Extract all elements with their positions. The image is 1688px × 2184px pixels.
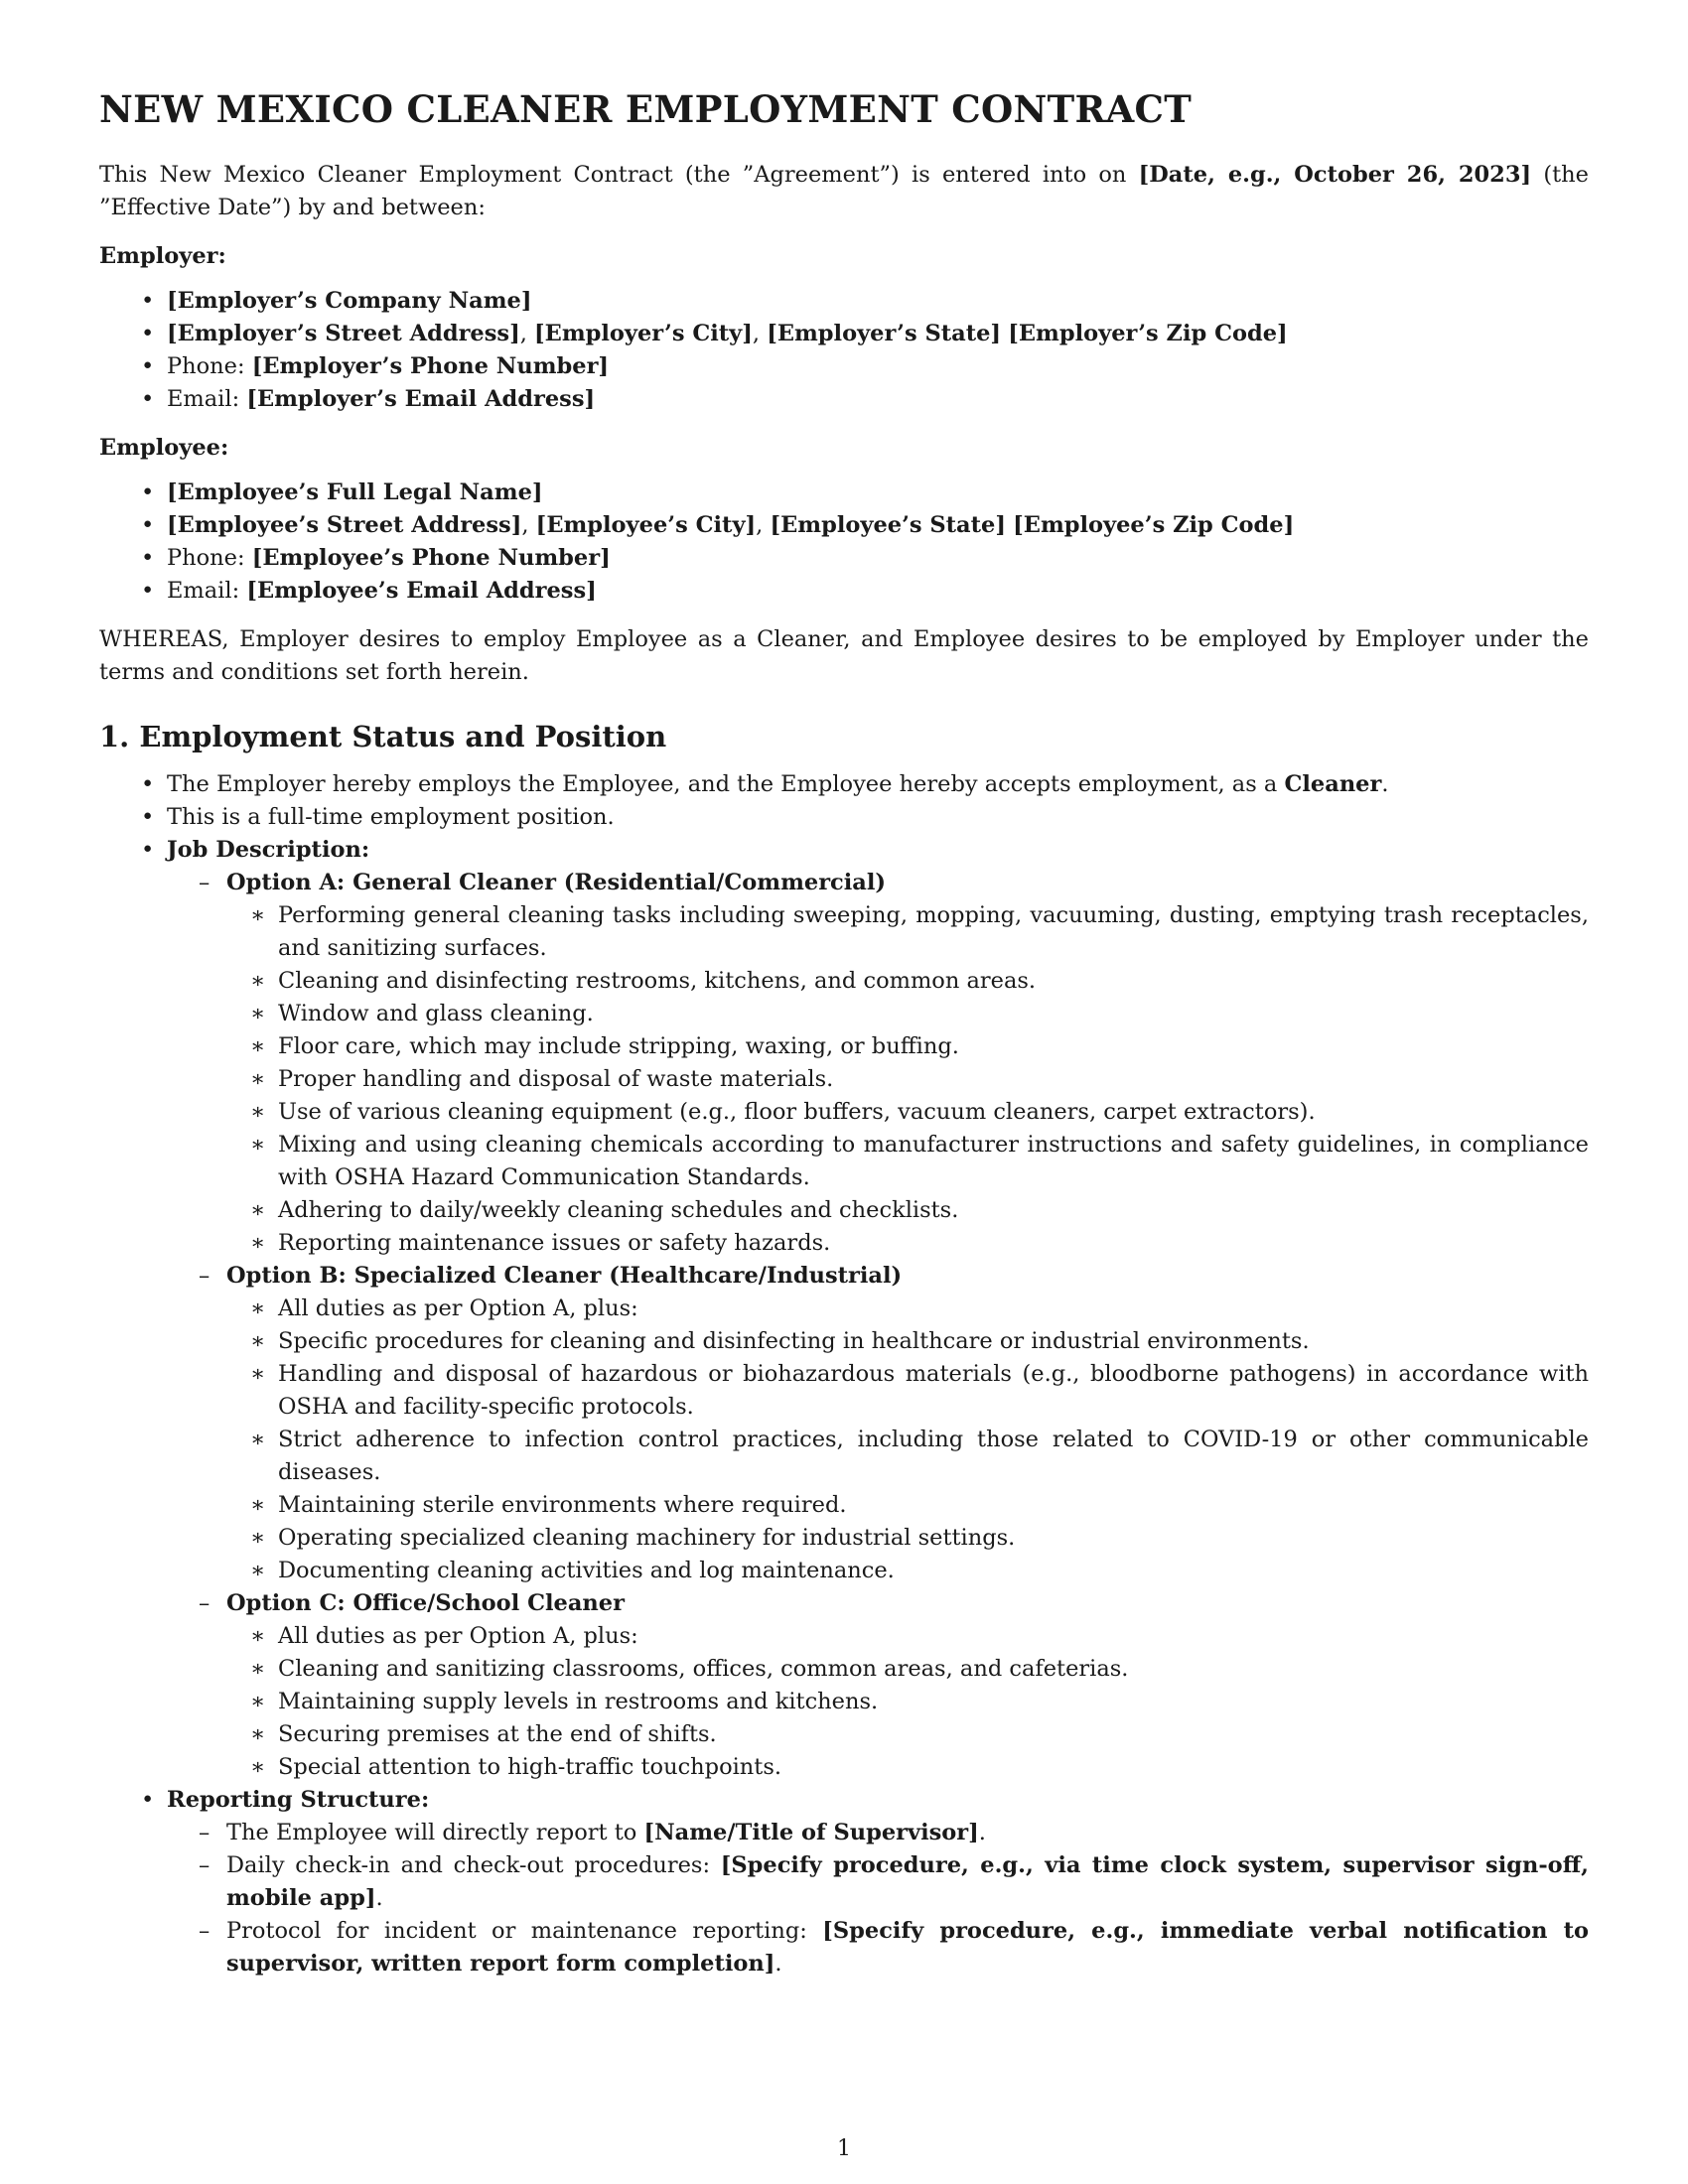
list-item [99, 383, 1589, 416]
option-title: Option C: Office/School Cleaner [226, 1590, 625, 1616]
phone-label: Phone: [167, 545, 252, 571]
reporting-structure-item [99, 1784, 1589, 1980]
option-b [167, 1260, 1589, 1587]
list-item: • [Employee’s Street Address], [Employee’s City], [Employee’s State] [Employee’s Zip Code] [99, 509, 1589, 542]
list-item: ∗ Floor care, which may include stripping, waxing, or buffing. [226, 1030, 1589, 1063]
list-item: ∗ Mixing and using cleaning chemicals according to manufacturer instructions and safety guidelines, in compliance with OSHA Hazard Communication Standards. [226, 1129, 1589, 1194]
checkin-procedure-field: [Specify procedure, e.g., via time clock system, supervisor sign-off, mobile app] [226, 1852, 1589, 1911]
list-item: ∗ Operating specialized cleaning machinery for industrial settings. [226, 1522, 1589, 1555]
list-item: ∗ Adhering to daily/weekly cleaning schedules and checklists. [226, 1194, 1589, 1227]
job-options-list [167, 867, 1589, 1784]
list-item: • The Employer hereby employs the Employee, and the Employee hereby accepts employment, as a Cleaner. [99, 768, 1589, 801]
option-b-duties [226, 1293, 1589, 1587]
intro-text: This New Mexico Cleaner Employment Contract (the ”Agreement”) is entered into on [99, 162, 1139, 188]
list-item: ∗ All duties as per Option A, plus: [226, 1293, 1589, 1325]
intro-paragraph [99, 159, 1589, 224]
employee-email-field: [Employee’s Email Address] [246, 578, 597, 604]
reporting-structure-label: Reporting Structure: [167, 1787, 430, 1813]
list-item: ∗ Specific procedures for cleaning and disinfecting in healthcare or industrial environments. [226, 1325, 1589, 1358]
list-item: ∗ Documenting cleaning activities and log maintenance. [226, 1555, 1589, 1587]
employee-city-field: [Employee’s City] [535, 512, 757, 538]
reporting-text: Protocol for incident or maintenance reporting: [226, 1918, 823, 1944]
list-item [99, 350, 1589, 383]
section-heading: 1. Employment Status and Position [99, 720, 667, 753]
intro-text-end: (the ”Effective Date”) by and between: [99, 162, 1589, 220]
list-item: ∗ All duties as per Option A, plus: [226, 1620, 1589, 1653]
list-item: ∗ Use of various cleaning equipment (e.g., floor buffers, vacuum cleaners, carpet extractors). [226, 1096, 1589, 1129]
reporting-text: The Employee will directly report to [226, 1820, 644, 1845]
list-item: ∗ Cleaning and disinfecting restrooms, kitchens, and common areas. [226, 965, 1589, 998]
document-title: NEW MEXICO CLEANER EMPLOYMENT CONTRACT [99, 87, 1193, 131]
list-item: – Daily check-in and check-out procedures: [Specify procedure, e.g., via time clock system, supervisor sign-off, mobile app]. [167, 1849, 1589, 1915]
employer-company-field: [Employer’s Company Name] [167, 288, 532, 314]
list-item: ∗ Performing general cleaning tasks including sweeping, mopping, vacuuming, dusting, emptying trash receptacles, and sanitizing surfaces. [226, 899, 1589, 965]
employment-statement: The Employer hereby employs the Employee, and the Employee hereby accepts employment, as a [167, 771, 1285, 797]
section-1-list [99, 768, 1589, 1980]
list-item: ∗ Window and glass cleaning. [226, 998, 1589, 1030]
email-label: Email: [167, 578, 247, 604]
employee-zip-field: [Employee’s Zip Code] [1013, 512, 1295, 538]
option-c [167, 1587, 1589, 1784]
position-title: Cleaner [1284, 771, 1382, 797]
employee-street-field: [Employee’s Street Address] [167, 512, 522, 538]
document-body [99, 85, 1589, 1996]
phone-label: Phone: [167, 353, 252, 379]
employer-zip-field: [Employer’s Zip Code] [1008, 321, 1288, 346]
option-a-duties [226, 899, 1589, 1260]
employee-label: Employee: [99, 435, 229, 461]
whereas-paragraph: WHEREAS, Employer desires to employ Employee as a Cleaner, and Employee desires to be employed by Employer under the terms and conditions set forth herein. [99, 626, 1589, 685]
email-label: Email: [167, 386, 247, 412]
list-item: – Protocol for incident or maintenance reporting: [Specify procedure, e.g., immediate verbal notification to supervisor, written report form completion]. [167, 1915, 1589, 1980]
list-item: • This is a full-time employment position. [99, 801, 1589, 834]
option-c-duties [226, 1620, 1589, 1784]
employer-details [99, 285, 1589, 416]
employee-details [99, 477, 1589, 608]
list-item [99, 285, 1589, 318]
job-description-item [99, 834, 1589, 1784]
option-title: Option A: General Cleaner (Residential/Commercial) [226, 870, 887, 895]
employer-city-field: [Employer’s City] [534, 321, 753, 346]
list-item: ∗ Cleaning and sanitizing classrooms, offices, common areas, and cafeterias. [226, 1653, 1589, 1686]
list-item [99, 542, 1589, 575]
effective-date-field: [Date, e.g., October 26, 2023] [1138, 162, 1532, 188]
employer-street-field: [Employer’s Street Address] [167, 321, 520, 346]
employer-phone-field: [Employer’s Phone Number] [251, 353, 610, 379]
list-item [99, 477, 1589, 509]
list-item: • [Employer’s Street Address], [Employer’s City], [Employer’s State] [Employer’s Zip Code] [99, 318, 1589, 350]
list-item: ∗ Handling and disposal of hazardous or biohazardous materials (e.g., bloodborne pathogens) in accordance with OSHA and facility-specific protocols. [226, 1358, 1589, 1424]
list-item: ∗ Maintaining sterile environments where required. [226, 1489, 1589, 1522]
reporting-text: Daily check-in and check-out procedures: [226, 1852, 721, 1878]
list-item: ∗ Reporting maintenance issues or safety hazards. [226, 1227, 1589, 1260]
page-number: 1 [837, 2136, 851, 2161]
incident-procedure-field: [Specify procedure, e.g., immediate verbal notification to supervisor, written report form completion] [226, 1918, 1589, 1977]
list-item: ∗ Special attention to high-traffic touchpoints. [226, 1751, 1589, 1784]
supervisor-field: [Name/Title of Supervisor] [643, 1820, 979, 1845]
option-title: Option B: Specialized Cleaner (Healthcare/Industrial) [226, 1263, 903, 1289]
employee-name-field: [Employee’s Full Legal Name] [167, 479, 543, 505]
employee-phone-field: [Employee’s Phone Number] [251, 545, 611, 571]
list-item: ∗ Securing premises at the end of shifts. [226, 1718, 1589, 1751]
job-description-label: Job Description: [167, 837, 370, 863]
list-item: ∗ Strict adherence to infection control practices, including those related to COVID-19 or other communicable diseases. [226, 1424, 1589, 1489]
list-item: ∗ Proper handling and disposal of waste materials. [226, 1063, 1589, 1096]
list-item: ∗ Maintaining supply levels in restrooms and kitchens. [226, 1686, 1589, 1718]
employer-email-field: [Employer’s Email Address] [246, 386, 596, 412]
option-a [167, 867, 1589, 1260]
reporting-list [167, 1817, 1589, 1980]
employer-label: Employer: [99, 243, 226, 269]
list-item: – The Employee will directly report to [Name/Title of Supervisor]. [167, 1817, 1589, 1849]
list-item [99, 575, 1589, 608]
employer-state-field: [Employer’s State] [767, 321, 1002, 346]
employee-state-field: [Employee’s State] [770, 512, 1006, 538]
